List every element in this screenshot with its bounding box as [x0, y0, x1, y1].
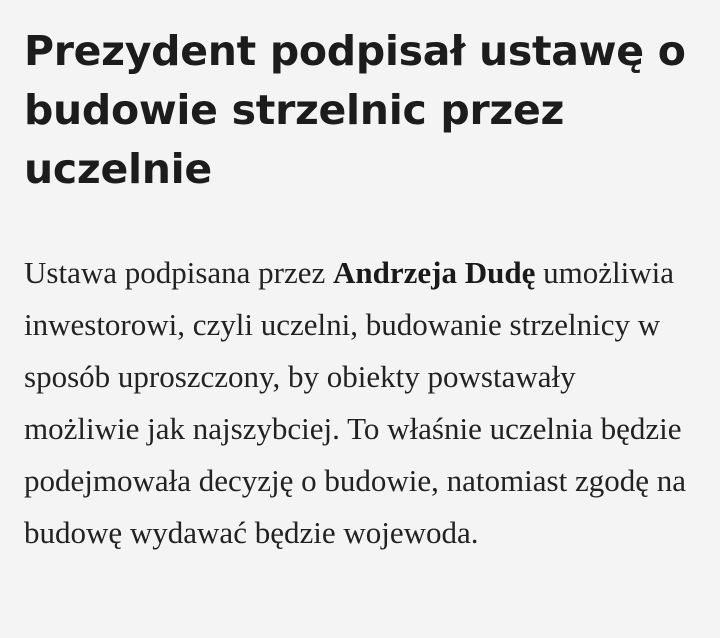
- article-headline: Prezydent podpisał ustawę o budowie strzelnic przez uczelnie: [24, 27, 686, 193]
- lead-person-name: Andrzeja Dudę: [333, 255, 536, 290]
- lead-text-after: umożliwia inwestorowi, czyli uczelni, budowanie strzelnicy w sposób uproszczony, by obiekty powstawały możliwie jak najszybciej. To właśnie uczelnia będzie podejmowała decyzję o budowie, natomiast zgodę na budowę wydawać będzie wojewoda.: [24, 255, 686, 550]
- lead-text-before: Ustawa podpisana przez: [24, 255, 334, 290]
- article-lead-paragraph: [24, 247, 696, 559]
